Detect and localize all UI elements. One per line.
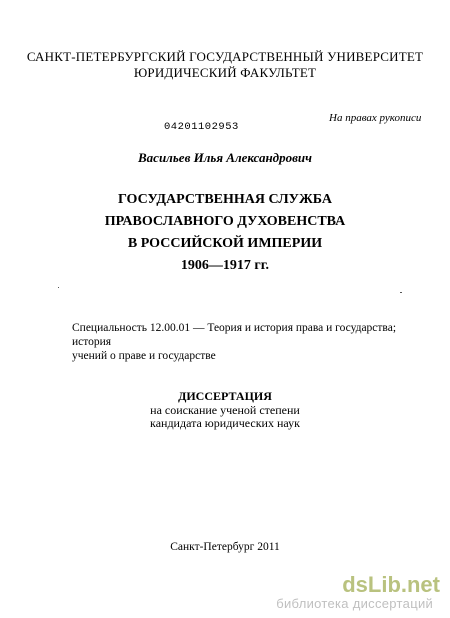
place-year: Санкт-Петербург 2011 [170, 541, 280, 553]
rights-note: На правах рукописи [329, 112, 422, 124]
faculty-name: ЮРИДИЧЕСКИЙ ФАКУЛЬТЕТ [133, 65, 317, 80]
dissertation-block [0, 390, 450, 431]
inventory-number: 04201102953 [164, 121, 239, 133]
title-years: 1906—1917 гг. [180, 258, 270, 273]
scan-speck [400, 292, 402, 293]
specialty-block [72, 321, 422, 363]
title-line: ПРАВОСЛАВНОГО ДУХОВЕНСТВА [104, 214, 346, 229]
degree-line: на соискание ученой степени [150, 402, 300, 417]
specialty-line: Специальность 12.00.01 — Теория и история права и государства; история [72, 322, 397, 348]
dissertation-heading: ДИССЕРТАЦИЯ [178, 389, 272, 403]
university-name: САНКТ-ПЕТЕРБУРГСКИЙ ГОСУДАРСТВЕННЫЙ УНИВЕРСИТЕТ [26, 49, 424, 64]
watermark-tagline: библиотека диссертаций [276, 596, 434, 611]
title-line: В РОССИЙСКОЙ ИМПЕРИИ [127, 236, 323, 251]
watermark-brand: dsLib.net [342, 572, 440, 597]
specialty-line: учений о праве и государстве [72, 350, 216, 362]
university-header [0, 49, 450, 81]
watermark [276, 574, 440, 612]
scan-speck [58, 287, 59, 288]
dissertation-title [0, 189, 450, 277]
author-name: Васильев Илья Александрович [138, 150, 312, 165]
degree-line: кандидата юридических наук [150, 416, 300, 430]
title-line: ГОСУДАРСТВЕННАЯ СЛУЖБА [118, 192, 332, 207]
